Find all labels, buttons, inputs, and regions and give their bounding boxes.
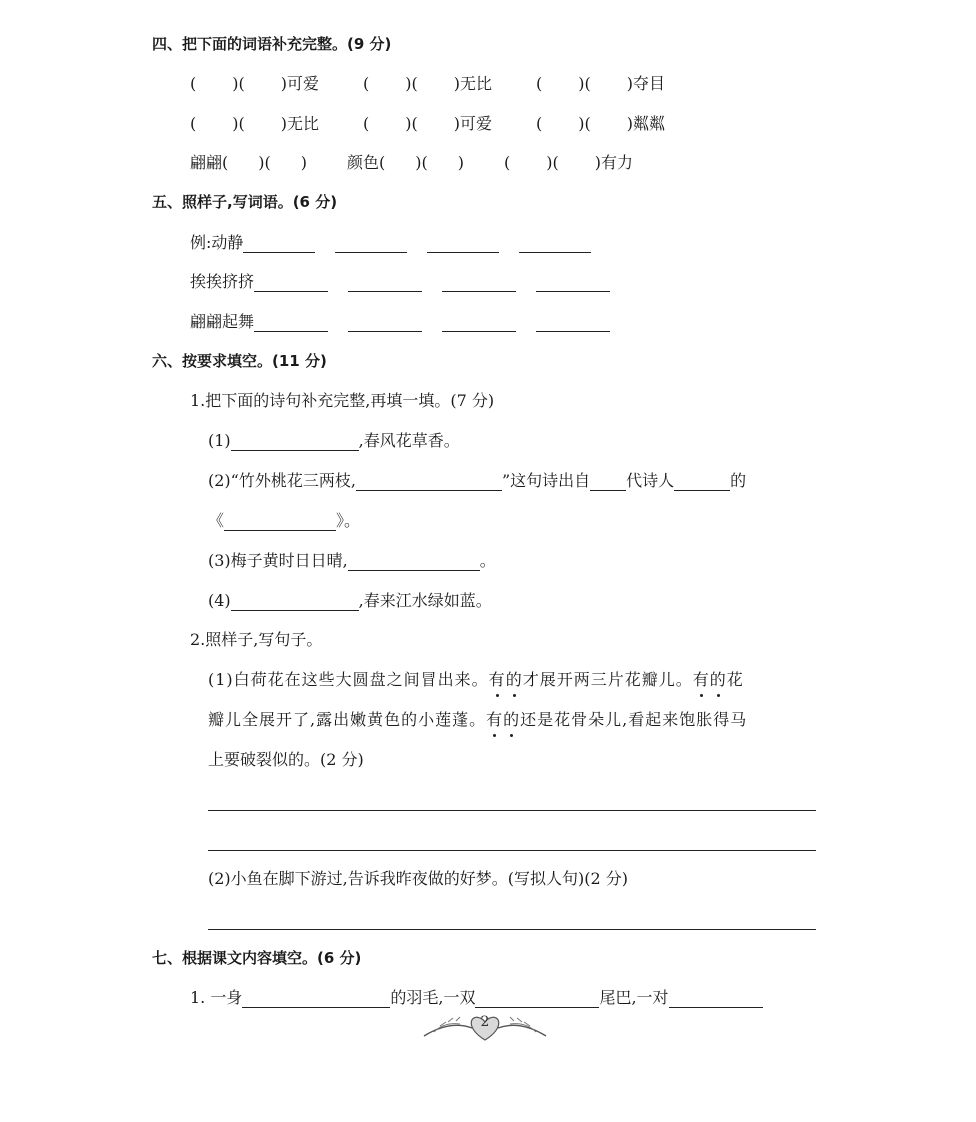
example-sentence-line-3: 上要破裂似的。(2 分) [208, 750, 364, 769]
question-6-2: 2.照样子,写句子。 [190, 630, 323, 649]
question-7-1: 1. 一身 的羽毛,一双 尾巴,一对 [190, 988, 763, 1008]
word-row-1: 挨挨挤挤 [190, 272, 610, 292]
example-sentence-line-2: 瓣儿全展开了,露出嫩黄色的小莲蓬。有的还是花骨朵儿,看起来饱胀得马 [208, 710, 748, 729]
emphasized-word: 有的 [486, 710, 521, 729]
section-4-row-2: ( )( )无比 ( )( )可爱 ( )( )粼粼 [190, 114, 665, 133]
emphasized-word: 有的 [692, 670, 727, 689]
section-4-row-1: ( )( )可爱 ( )( )无比 ( )( )夺目 [190, 74, 665, 93]
poem-line-2b: 《 》。 [208, 511, 361, 530]
example-row: 例:动静 [190, 233, 591, 253]
poem-line-3: (3)梅子黄时日日晴, 。 [208, 551, 496, 570]
section-4-row-3: 翩翩( )( ) 颜色( )( ) ( )( )有力 [190, 153, 633, 172]
sentence-task-2: (2)小鱼在脚下游过,告诉我昨夜做的好梦。(写拟人句)(2 分) [208, 869, 628, 888]
word-row-2: 翩翩起舞 [190, 312, 610, 332]
page-footer-ornament [420, 1010, 550, 1044]
poem-line-2: (2)“竹外桃花三两枝, ”这句诗出自 代诗人 的 [208, 471, 747, 490]
poem-line-4: (4) ,春来江水绿如蓝。 [208, 591, 492, 610]
example-sentence-line-1: (1)白荷花在这些大圆盘之间冒出来。有的才展开两三片花瓣儿。有的花 [208, 670, 744, 689]
page-number: 2 [480, 1014, 490, 1030]
answer-line[interactable] [208, 810, 816, 811]
section-5-title: 五、照样子,写词语。(6 分) [152, 193, 338, 211]
section-4-title: 四、把下面的词语补充完整。(9 分) [152, 35, 392, 53]
section-6-title: 六、按要求填空。(11 分) [152, 352, 327, 370]
emphasized-word: 有的 [488, 670, 523, 689]
answer-line[interactable] [208, 929, 816, 930]
question-6-1: 1.把下面的诗句补充完整,再填一填。(7 分) [190, 391, 495, 410]
answer-line[interactable] [208, 850, 816, 851]
poem-line-1: (1) ,春风花草香。 [208, 431, 460, 450]
section-7-title: 七、根据课文内容填空。(6 分) [152, 949, 362, 967]
